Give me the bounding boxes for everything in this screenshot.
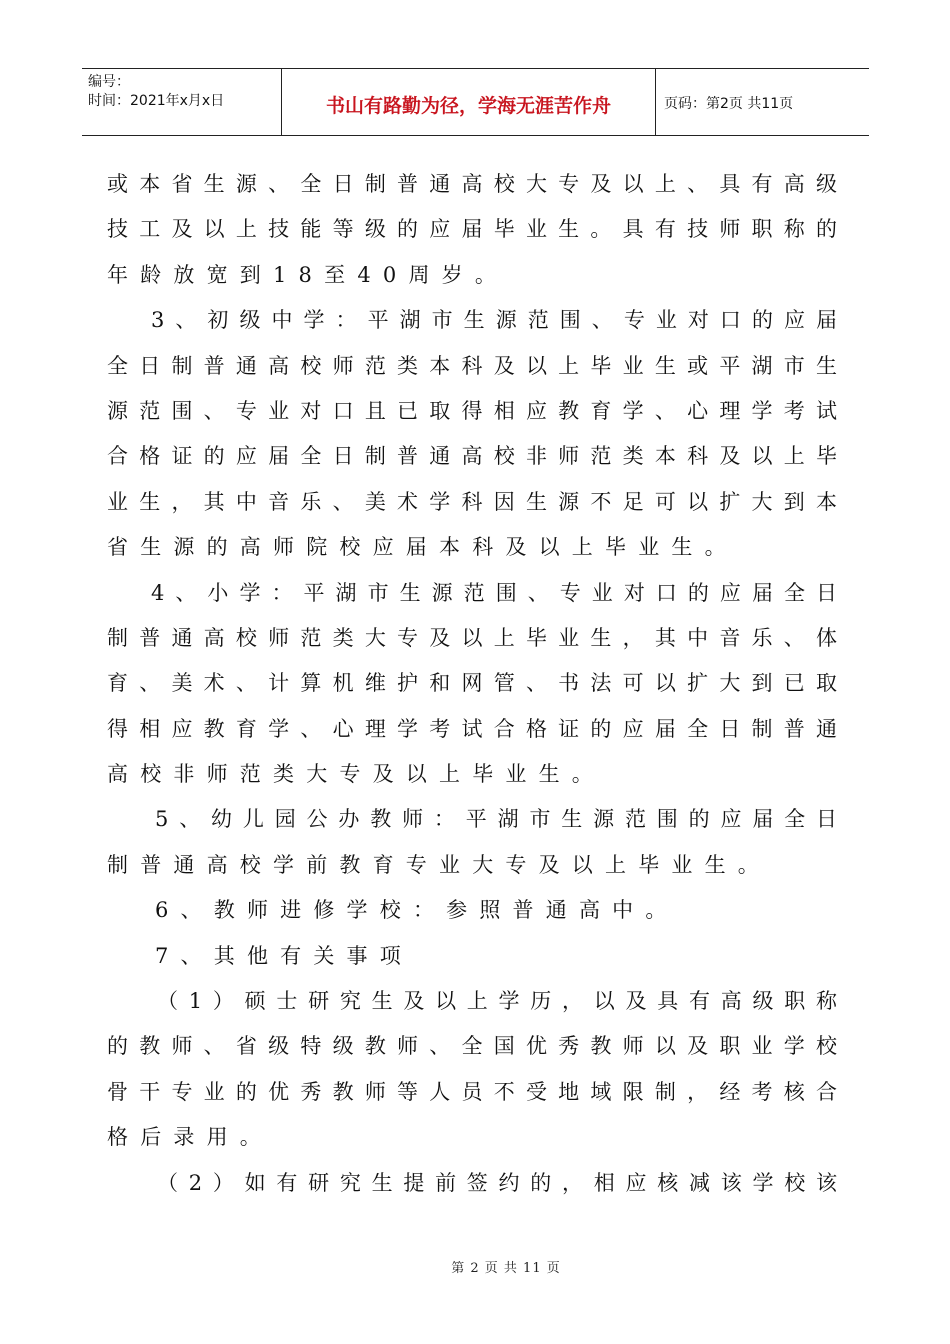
header-motto: 书山有路勤为径，学海无涯苦作舟 — [282, 69, 656, 135]
header-page-info: 页码：第2页 共11页 — [664, 96, 794, 112]
body-line: 技工及以上技能等级的应届毕业生。具有技师职称的 — [107, 217, 837, 242]
header-meta-cell — [82, 69, 282, 135]
document-time-label: 时间：2021年x月x日 — [88, 93, 225, 109]
body-line: 育、美术、计算机维护和网管、书法可以扩大到已取 — [107, 671, 837, 696]
body-line: 7、其他有关事项 — [155, 943, 413, 968]
body-line: 3、初级中学：平湖市生源范围、专业对口的应届 — [151, 308, 837, 333]
body-line: 制普通高校师范类大专及以上毕业生，其中音乐、体 — [107, 625, 837, 650]
body-line: 骨干专业的优秀教师等人员不受地域限制，经考核合 — [107, 1079, 837, 1104]
document-number-label: 编号： — [88, 74, 130, 90]
page-footer: 第 2 页 共 11 页 — [451, 1261, 561, 1276]
body-line: 4、小学：平湖市生源范围、专业对口的应届全日 — [151, 580, 837, 605]
body-line: 全日制普通高校师范类本科及以上毕业生或平湖市生 — [107, 353, 837, 378]
header-table — [82, 68, 869, 136]
body-line: （1）硕士研究生及以上学历，以及具有高级职称 — [157, 989, 837, 1014]
body-line: （2）如有研究生提前签约的，相应核减该学校该 — [157, 1170, 837, 1195]
body-line: 得相应教育学、心理学考试合格证的应届全日制普通 — [107, 716, 837, 741]
body-line: 业生，其中音乐、美术学科因生源不足可以扩大到本 — [107, 489, 837, 514]
body-line: 年龄放宽到18至40周岁。 — [107, 262, 509, 287]
body-line: 5、幼儿园公办教师：平湖市生源范围的应届全日 — [155, 807, 837, 832]
document-body — [107, 162, 837, 1206]
body-line: 省生源的高师院校应届本科及以上毕业生。 — [107, 535, 738, 560]
body-line: 或本省生源、全日制普通高校大专及以上、具有高级 — [107, 172, 837, 196]
body-line: 高校非师范类大专及以上毕业生。 — [107, 762, 605, 787]
body-line: 格后录用。 — [107, 1125, 273, 1150]
body-line: 合格证的应届全日制普通高校非师范类本科及以上毕 — [107, 444, 837, 469]
body-line: 的教师、省级特级教师、全国优秀教师以及职业学校 — [107, 1034, 837, 1059]
body-line: 制普通高校学前教育专业大专及以上毕业生。 — [107, 852, 771, 877]
body-line: 6、教师进修学校：参照普通高中。 — [155, 898, 679, 923]
body-line: 源范围、专业对口且已取得相应教育学、心理学考试 — [107, 398, 837, 423]
